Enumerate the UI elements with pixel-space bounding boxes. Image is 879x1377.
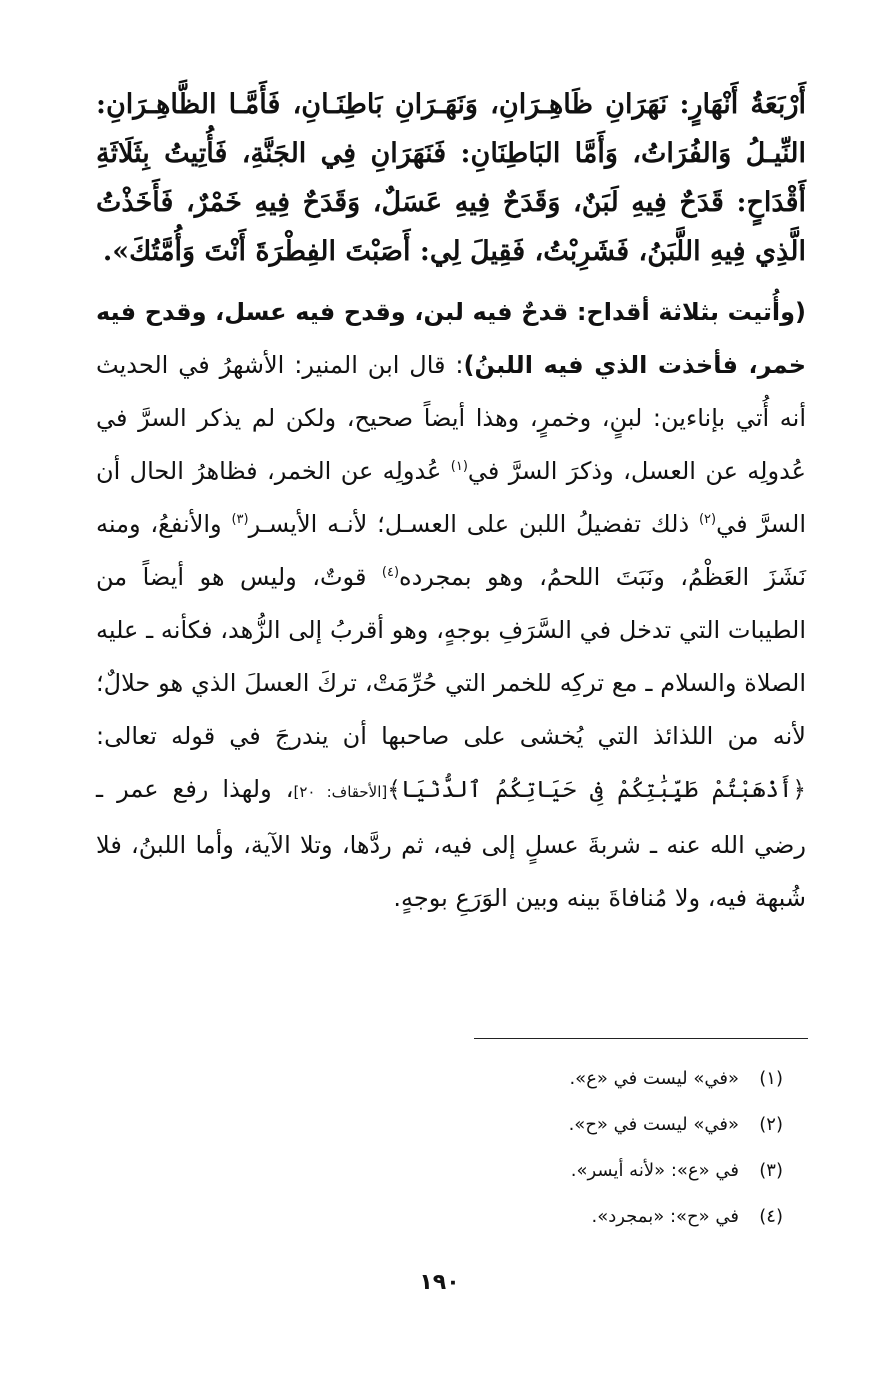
commentary-paragraph: [96, 286, 806, 925]
footnote-4: [283, 1194, 783, 1240]
quran-verse: ﴿أَذْهَبْتُمْ طَيِّبَٰتِكُمْ فِى حَيَاتِكُمُ ٱلدُّنْيَا﴾: [387, 777, 806, 803]
page-body: [96, 80, 806, 925]
footnotes: [283, 1056, 783, 1240]
footnote-number: (٣): [759, 1160, 783, 1181]
commentary-text-3: ذلك تفضيلُ اللبن على العسـل؛ لأنـه الأيسـر: [248, 510, 699, 538]
footnote-3: [283, 1148, 783, 1194]
quran-citation: [الأحقاف: ٢٠]: [293, 783, 388, 801]
commentary-text-5: قوتٌ، وليس هو أيضاً من الطيبات التي تدخل في السَّرَفِ بوجهٍ، وهو أقربُ إلى الزُّهد، فكأنه ـ عليه الصلاة والسلام ـ مع تركِه للخمر التي حُرِّمَتْ، تركَ العسلَ الذي هو حلالٌ؛ لأنه من اللذائذ التي يُخشى على صاحبها أن يندرجَ في قوله تعالى:: [96, 563, 806, 750]
page-number: ١٩٠: [419, 1270, 460, 1295]
footnote-2: [283, 1102, 783, 1148]
footnote-text: في «ع»: «لأنه أيسر».: [570, 1160, 739, 1181]
footnote-ref-4[interactable]: (٤): [381, 565, 400, 580]
footnote-ref-1[interactable]: (١): [450, 459, 468, 474]
footnote-1: [283, 1056, 783, 1102]
footnote-text: «في» ليست في «ح».: [568, 1114, 739, 1135]
footnote-number: (٢): [759, 1114, 783, 1135]
hadith-text: أَرْبَعَةُ أَنْهَارٍ: نَهَرَانِ ظَاهِـرَانِ، وَنَهَـرَانِ بَاطِنَـانِ، فَأَمَّـا الظَّاهِـرَانِ: النِّيـلُ وَالفُرَاتُ، وَأَمَّا البَاطِنَانِ: فَنَهَرَانِ فِي الجَنَّةِ، فَأُتِيتُ بِثَلَاثَةِ أَقْدَاحٍ: قَدَحٌ فِيهِ لَبَنٌ، وَقَدَحٌ فِيهِ عَسَلٌ، وَقَدَحٌ فِيهِ خَمْرٌ، فَأَخَذْتُ الَّذِي فِيهِ اللَّبَنُ، فَشَرِبْتُ، فَقِيلَ لِي: أَصَبْتَ الفِطْرَةَ أَنْتَ وَأُمَّتُكَ».: [96, 89, 806, 267]
commentary-text-4: والأنفعُ، ومنه نَشَزَ العَظْمُ، ونَبَتَ اللحمُ، وهو بمجرده: [96, 510, 806, 591]
footnote-number: (١): [759, 1068, 783, 1089]
commentary-text-6: ، ولهذا رفع عمر ـ رضي الله عنه ـ شربةَ عسلٍ إلى فيه، ثم ردَّها، وتلا الآية، وأما اللبنُ، فلا شُبهة فيه، ولا مُنافاةَ بينه وبين الوَرَعِ بوجهٍ.: [96, 775, 806, 912]
footnote-ref-2[interactable]: (٢): [698, 512, 717, 527]
footnote-ref-3[interactable]: (٣): [231, 512, 249, 527]
footnote-text: «في» ليست في «ع».: [569, 1068, 739, 1089]
commentary-lemma: (وأُتيت بثلاثة أقداح: قدحٌ فيه لبن، وقدح فيه عسل، وقدح فيه خمر، فأخذت الذي فيه اللبنُ): [96, 298, 806, 379]
commentary-text-2: عُدولِه عن الخمر، فظاهرُ الحال أن السرَّ في: [96, 457, 806, 538]
footnote-divider: [474, 1038, 808, 1039]
commentary-text-1: : قال ابن المنير: الأشهرُ في الحديث أنه أُتي بإناءين: لبنٍ، وخمرٍ، وهذا أيضاً صحيح، ولكن لم يذكر السرَّ في عُدولِه عن العسل، وذكرَ السرَّ في: [96, 351, 806, 485]
footnote-text: في «ح»: «بمجرد».: [591, 1206, 739, 1227]
footnote-number: (٤): [759, 1206, 783, 1227]
